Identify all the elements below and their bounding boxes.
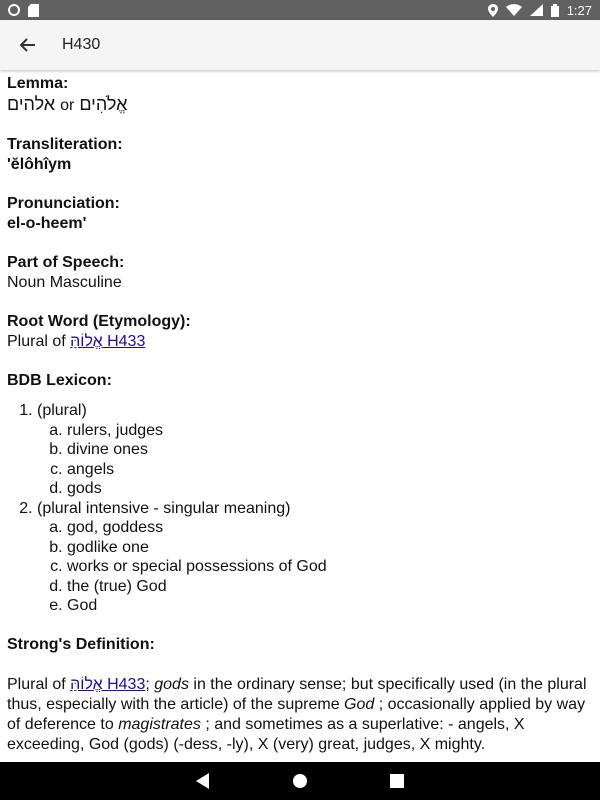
definition-italic-3: magistrates [118, 715, 201, 733]
navigation-bar [0, 762, 600, 800]
bdb-sublist [37, 518, 593, 616]
transliteration-value: 'ĕlôhîym [7, 156, 72, 173]
wifi-icon [506, 4, 522, 16]
nav-recents-icon[interactable] [390, 774, 404, 788]
bdb-subitem: a. god, goddess [67, 518, 593, 538]
lemma-label: Lemma: [7, 75, 69, 92]
definition-prefix: Plural of [7, 675, 66, 693]
bdb-item-text: (plural) [37, 402, 87, 419]
bdb-subitem: c. angels [67, 460, 593, 480]
definition-text-3: ; occasionally applied by way of deference to [7, 695, 586, 733]
bdb-subitem: b. godlike one [67, 538, 593, 558]
bdb-section [7, 371, 593, 616]
strongs-label: Strong's Definition: [7, 635, 155, 653]
location-icon [488, 4, 498, 17]
bdb-subitem: a. rulers, judges [67, 421, 593, 441]
status-time: 1:27 [566, 2, 592, 18]
definition-text-1: ; [145, 675, 155, 693]
bdb-subitem: d. gods [67, 479, 593, 499]
bdb-label: BDB Lexicon: [7, 372, 112, 389]
strongs-section [7, 635, 593, 755]
root-word-prefix: Plural of [7, 333, 66, 350]
lemma-section [7, 74, 593, 116]
transliteration-section [7, 135, 593, 175]
nav-back-icon[interactable] [196, 773, 210, 789]
bdb-subitem: d. the (true) God [67, 577, 593, 597]
transliteration-label: Transliteration: [7, 136, 123, 153]
arrow-back-icon [20, 37, 36, 53]
part-of-speech-label: Part of Speech: [7, 254, 125, 271]
root-word-link[interactable]: אֱלוֹהַּ H433 [70, 333, 146, 350]
bdb-item-text: (plural intensive - singular meaning) [37, 499, 291, 517]
lemma-hebrew-pointed: אֱלֹהִים [79, 94, 128, 114]
pronunciation-label: Pronunciation: [7, 195, 120, 212]
page-title: H430 [62, 36, 101, 53]
definition-text-2: in the ordinary sense; but specifically used (in the plural thus, especially with the article) of the supreme [7, 675, 587, 713]
bdb-subitem: b. divine ones [67, 440, 593, 460]
bdb-list [7, 401, 593, 616]
bdb-sublist [37, 421, 593, 499]
lemma-or: or [60, 97, 75, 114]
definition-link[interactable]: אֱלוֹהַּ H433 [70, 675, 146, 693]
bdb-item [37, 401, 593, 499]
signal-icon [530, 4, 543, 16]
back-button[interactable] [0, 20, 56, 70]
part-of-speech-section [7, 253, 593, 293]
root-word-value [7, 332, 593, 352]
definition-italic-1: gods [154, 675, 189, 693]
bdb-subitem: e. God [67, 596, 593, 616]
app-bar [0, 20, 600, 70]
bdb-subitem: c. works or special possessions of God [67, 557, 593, 577]
root-word-section [7, 312, 593, 352]
definition-text-4: ; and sometimes as a superlative: - angels, X exceeding, God (gods) (-dess, -ly), X (very) great, judges, X mighty. [7, 715, 525, 753]
pronunciation-section [7, 194, 593, 234]
circle-notification-icon [8, 4, 20, 16]
definition-italic-2: God [344, 695, 375, 713]
strongs-definition [7, 675, 593, 755]
lemma-value [7, 94, 593, 116]
part-of-speech-value: Noun Masculine [7, 274, 122, 291]
sd-card-icon [28, 4, 39, 17]
status-bar [0, 0, 600, 20]
pronunciation-value: el-o-heem' [7, 215, 87, 232]
root-word-label: Root Word (Etymology): [7, 313, 191, 330]
lemma-hebrew: אלהים [7, 94, 56, 114]
battery-icon [551, 4, 559, 17]
nav-home-icon[interactable] [292, 773, 308, 789]
entry-content [0, 70, 600, 762]
bdb-item [37, 499, 593, 616]
